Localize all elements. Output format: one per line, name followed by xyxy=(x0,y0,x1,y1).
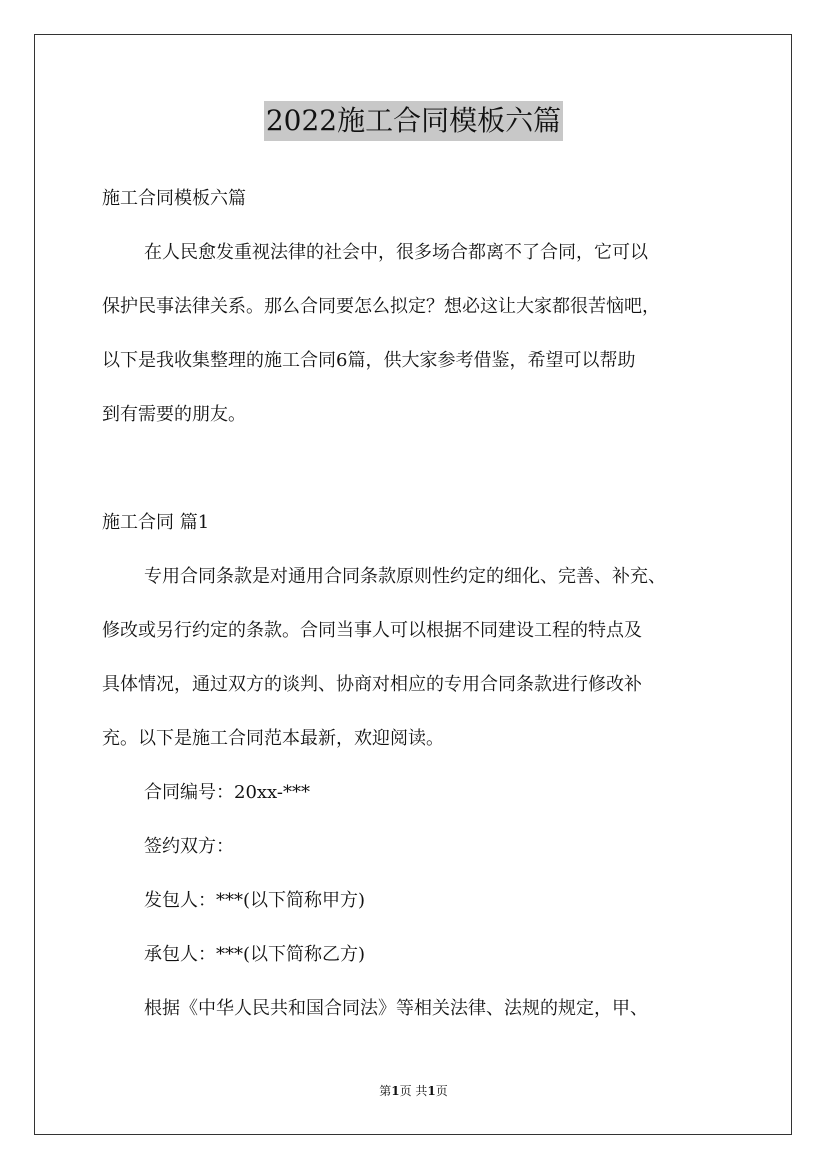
page-label-mid: 页 共 xyxy=(399,1084,428,1098)
page-label-suffix: 页 xyxy=(435,1084,448,1098)
page-footer xyxy=(0,1082,827,1100)
section-line-3: 具体情况，通过双方的谈判、协商对相应的专用合同条款进行修改补 xyxy=(102,674,642,695)
document-title: 2022施工合同模板六篇 xyxy=(264,101,563,141)
section-line-2: 修改或另行约定的条款。合同当事人可以根据不同建设工程的特点及 xyxy=(102,620,642,641)
contract-number: 合同编号：20xx-*** xyxy=(144,782,310,803)
title-area xyxy=(0,101,827,141)
page-total: 1 xyxy=(427,1084,436,1098)
intro-line-2: 保护民事法律关系。那么合同要怎么拟定？想必这让大家都很苦恼吧， xyxy=(102,296,660,317)
section-heading: 施工合同 篇1 xyxy=(102,512,210,533)
signing-parties: 签约双方： xyxy=(144,836,234,857)
page-current: 1 xyxy=(391,1084,400,1098)
page-label-prefix: 第 xyxy=(379,1084,392,1098)
intro-line-4: 到有需要的朋友。 xyxy=(102,404,246,425)
party-b: 承包人：***(以下简称乙方) xyxy=(144,944,366,965)
paragraph-gap xyxy=(102,442,742,496)
basis-line: 根据《中华人民共和国合同法》等相关法律、法规的规定，甲、 xyxy=(144,998,648,1019)
party-a: 发包人：***(以下简称甲方) xyxy=(144,890,366,911)
document-subtitle: 施工合同模板六篇 xyxy=(102,188,246,209)
intro-line-3: 以下是我收集整理的施工合同6篇，供大家参考借鉴，希望可以帮助 xyxy=(102,350,636,371)
section-line-4: 充。以下是施工合同范本最新，欢迎阅读。 xyxy=(102,728,444,749)
document-body xyxy=(102,172,742,1036)
intro-line-1: 在人民愈发重视法律的社会中，很多场合都离不了合同，它可以 xyxy=(144,242,648,263)
section-line-1: 专用合同条款是对通用合同条款原则性约定的细化、完善、补充、 xyxy=(144,566,666,587)
